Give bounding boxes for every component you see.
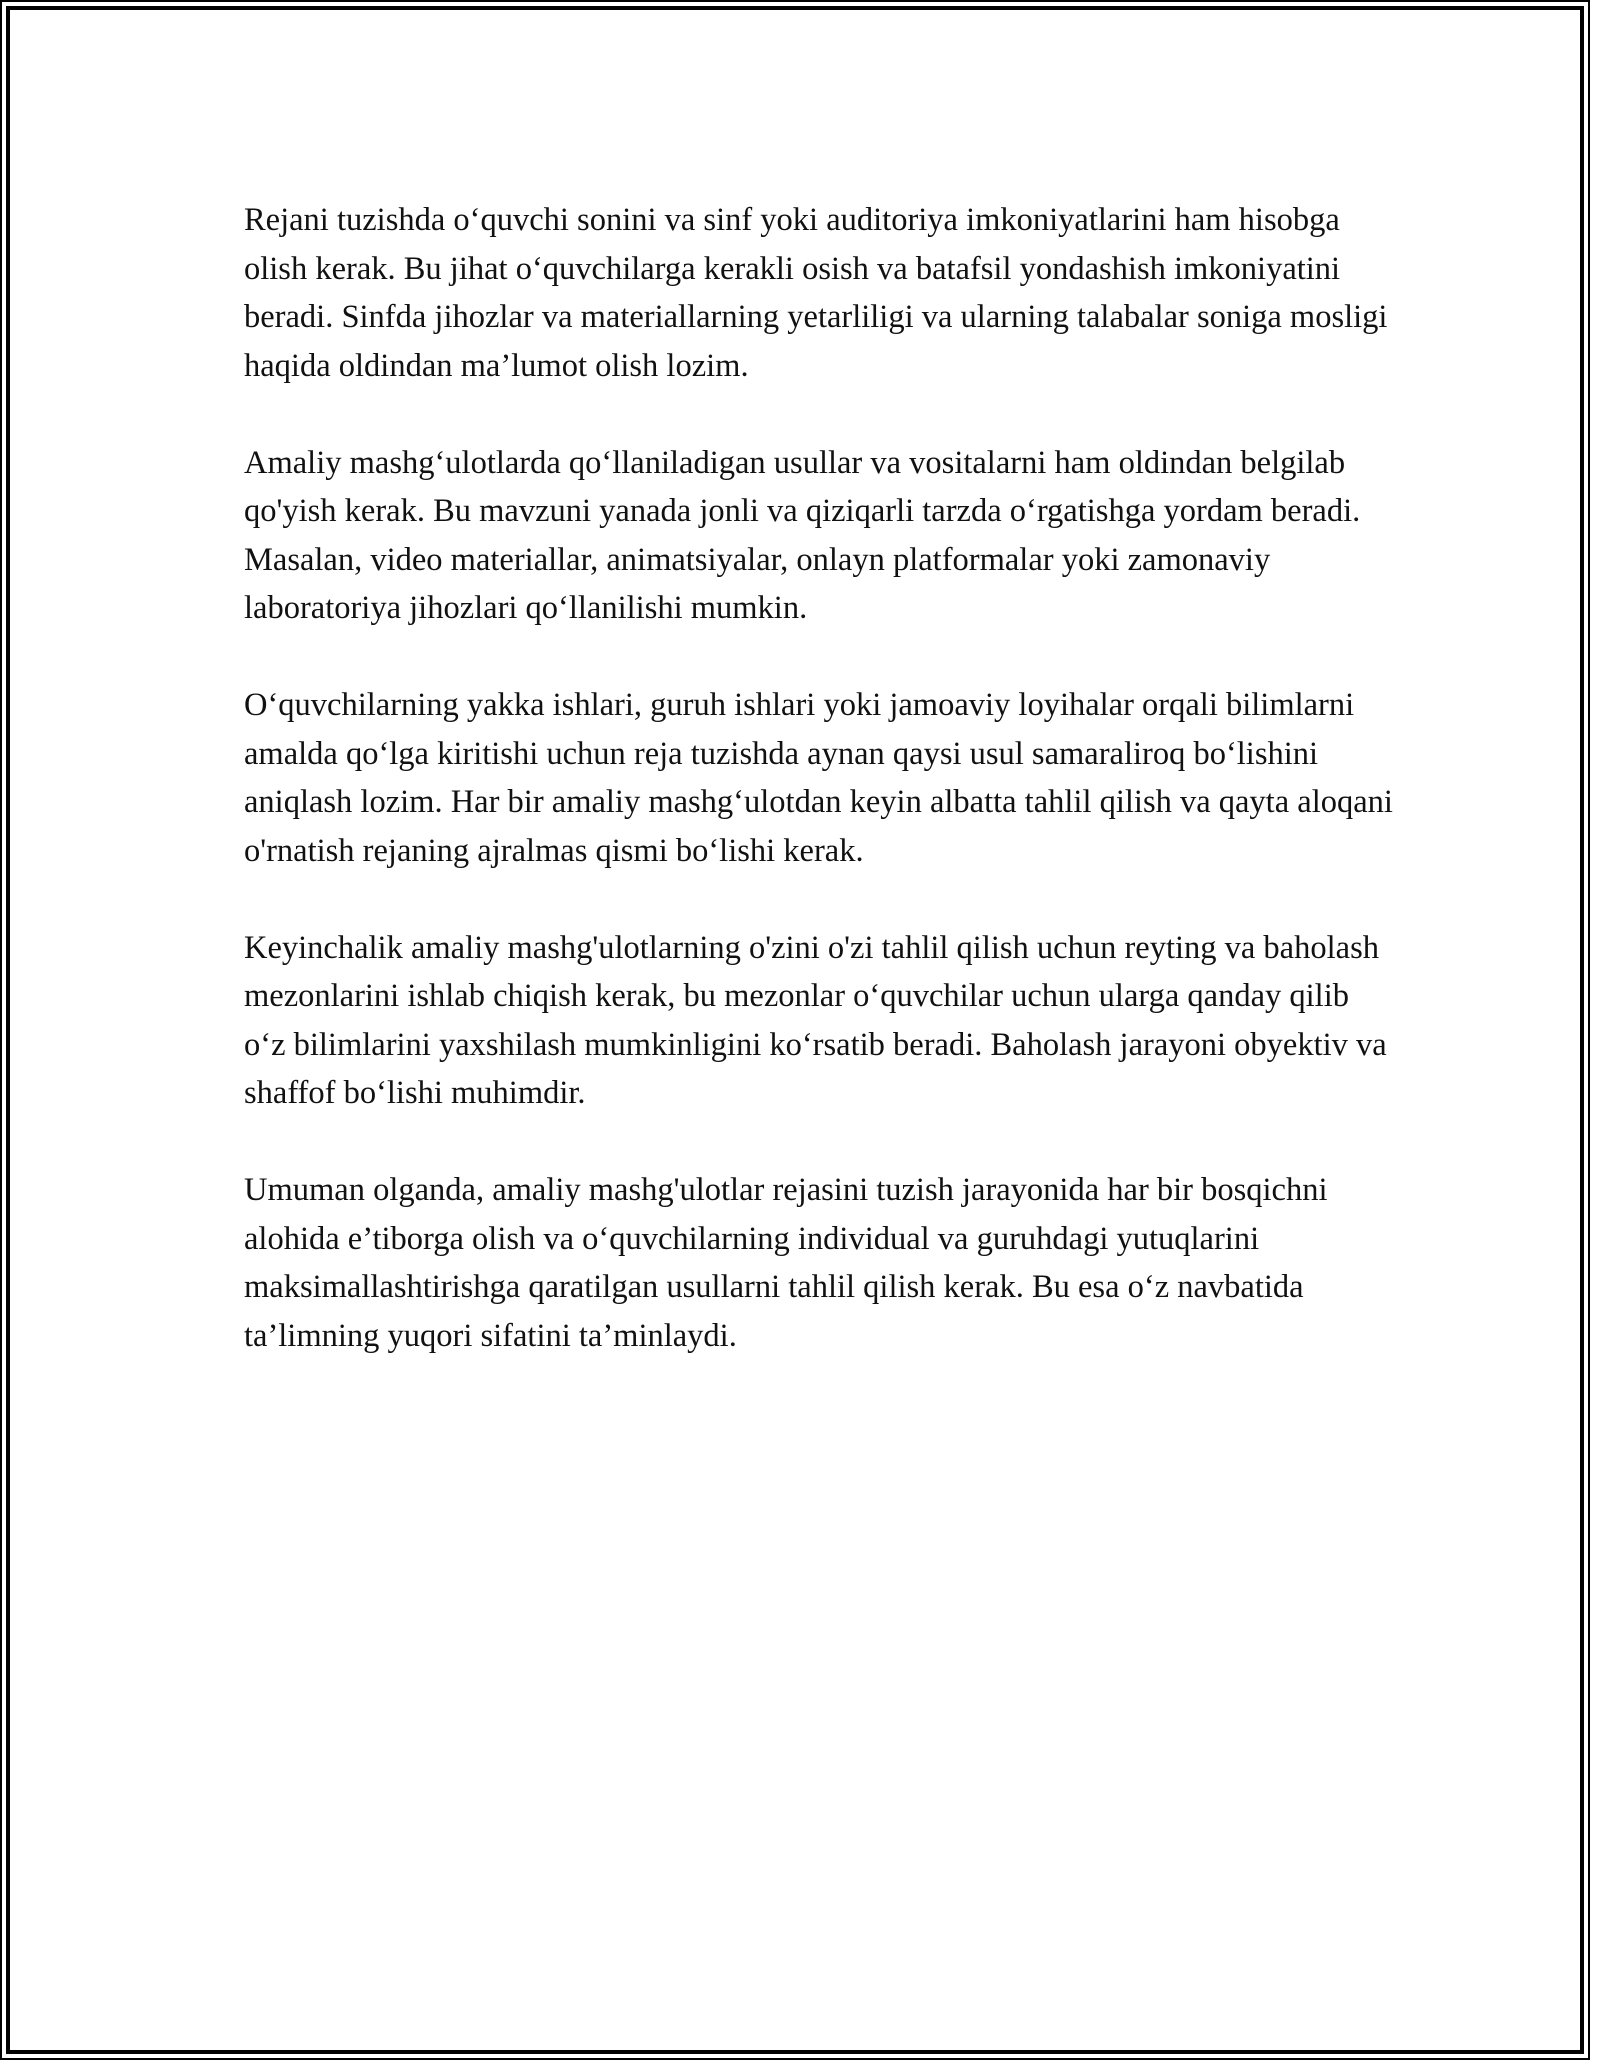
paragraph-3: O‘quvchilarning yakka ishlari, guruh ishlari yoki jamoaviy loyihalar orqali bilimlarni amalda qo‘lga kiritishi uchun reja tuzishda aynan qaysi usul samaraliroq bo‘lishini aniqlash lozim. Har bir amaliy mashg‘ulotdan keyin albatta tahlil qilish va qayta aloqani o'rnatish rejaning ajralmas qismi bo‘lishi kerak. [244, 687, 1393, 869]
paragraph-4: Keyinchalik amaliy mashg'ulotlarning o'zini o'zi tahlil qilish uchun reyting va baholash mezonlarini ishlab chiqish kerak, bu mezonlar o‘quvchilar uchun ularga qanday qilib o‘z bilimlarini yaxshilash mumkinligini ko‘rsatib beradi. Baholash jarayoni obyektiv va shaffof bo‘lishi muhimdir. [244, 929, 1387, 1111]
paragraph-1: Rejani tuzishda o‘quvchi sonini va sinf yoki auditoriya imkoniyatlarini ham hisobga olish kerak. Bu jihat o‘quvchilarga kerakli osish va batafsil yondashish imkoniyatini beradi. Sinfda jihozlar va materiallarning yetarliligi va ularning talabalar soniga mosligi haqida oldindan ma’lumot olish lozim. [244, 202, 1388, 384]
page-frame [6, 6, 1584, 2054]
paragraph-5: Umuman olganda, amaliy mashg'ulotlar rejasini tuzish jarayonida har bir bosqichni alohida e’tiborga olish va o‘quvchilarning individual va guruhdagi yutuqlarini maksimallashtirishga qaratilgan usullarni tahlil qilish kerak. Bu esa o‘z navbatida ta’limning yuqori sifatini ta’minlaydi. [244, 1172, 1328, 1354]
document-body [244, 196, 1394, 1409]
paragraph-2: Amaliy mashg‘ulotlarda qo‘llaniladigan usullar va vositalarni ham oldindan belgilab qo'yish kerak. Bu mavzuni yanada jonli va qiziqarli tarzda o‘rgatishga yordam beradi. Masalan, video materiallar, animatsiyalar, onlayn platformalar yoki zamonaviy laboratoriya jihozlari qo‘llanilishi mumkin. [244, 444, 1361, 626]
